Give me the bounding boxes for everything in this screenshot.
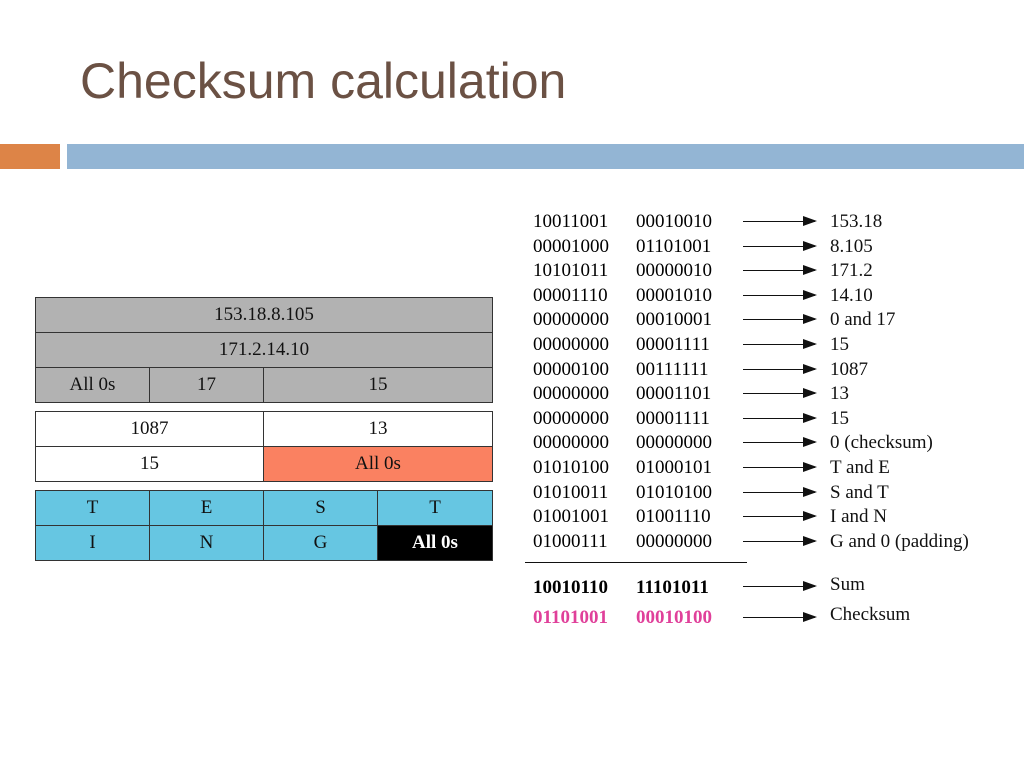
binary-word-low: 00010100 [636, 607, 712, 628]
data-cell: S [264, 491, 378, 526]
slide-title: Checksum calculation [80, 53, 567, 109]
binary-word-low: 00000010 [636, 260, 712, 282]
binary-word-low: 00000000 [636, 530, 712, 552]
arrow-icon [743, 344, 815, 345]
binary-word-low: 00010010 [636, 211, 712, 232]
value-label: 14.10 [830, 284, 873, 306]
arrow-icon [743, 393, 815, 394]
binary-word-low: 00111111 [636, 358, 709, 380]
binary-word-low: 11101011 [636, 577, 709, 598]
data-cell: E [150, 491, 264, 526]
data-table [35, 490, 493, 561]
binary-word-low: 00001010 [636, 284, 712, 306]
accent-bar-orange [0, 144, 60, 169]
binary-word-high: 01001001 [533, 506, 609, 528]
binary-word-high: 01000111 [533, 530, 608, 552]
arrow-icon [743, 295, 815, 296]
binary-word-high: 10010110 [533, 577, 608, 598]
value-label: T and E [830, 457, 890, 478]
source-ip-cell: 153.18.8.105 [36, 298, 493, 333]
pseudoheader-table [35, 297, 493, 403]
binary-word-high: 01010100 [533, 457, 609, 478]
binary-word-high: 00000000 [533, 407, 609, 429]
binary-word-high: 00000000 [533, 334, 609, 355]
value-label: 15 [830, 334, 849, 355]
destination-ip-cell: 171.2.14.10 [36, 333, 493, 368]
value-label: 0 and 17 [830, 309, 896, 331]
arrow-icon [743, 617, 815, 618]
arrow-icon [743, 541, 815, 542]
arrow-icon [743, 586, 815, 587]
data-cell: N [150, 526, 264, 561]
binary-word-low: 00001101 [636, 383, 712, 405]
accent-bar-blue [67, 144, 1024, 169]
arrow-icon [743, 418, 815, 419]
value-label: 153.18 [830, 211, 883, 232]
zero-cell: All 0s [36, 368, 150, 403]
padding-cell: All 0s [378, 526, 493, 561]
value-label: 1087 [830, 358, 868, 380]
binary-word-low: 01101001 [636, 235, 712, 257]
binary-word-high: 00000000 [533, 432, 609, 454]
binary-word-high: 00000000 [533, 309, 609, 331]
data-cell: T [378, 491, 493, 526]
binary-word-high: 01010011 [533, 481, 609, 503]
binary-word-low: 00010001 [636, 309, 712, 331]
value-label: 8.105 [830, 235, 873, 257]
udp-length-cell: 15 [264, 368, 493, 403]
destination-port-cell: 13 [264, 412, 493, 447]
value-label: I and N [830, 506, 887, 528]
binary-word-high: 00001000 [533, 235, 609, 257]
binary-word-high: 00000000 [533, 383, 609, 405]
arrow-icon [743, 221, 815, 222]
arrow-icon [743, 270, 815, 271]
value-label: Checksum [830, 604, 911, 625]
arrow-icon [743, 467, 815, 468]
protocol-cell: 17 [150, 368, 264, 403]
value-label: 171.2 [830, 260, 873, 282]
data-cell: T [36, 491, 150, 526]
binary-word-low: 00001111 [636, 407, 710, 429]
binary-word-high: 10101011 [533, 260, 609, 282]
binary-word-high: 01101001 [533, 607, 608, 628]
binary-word-high: 00000100 [533, 358, 609, 380]
sum-divider [525, 562, 747, 563]
checksum-field-cell: All 0s [264, 447, 493, 482]
arrow-icon [743, 516, 815, 517]
value-label: S and T [830, 481, 889, 503]
binary-word-low: 01000101 [636, 457, 712, 478]
value-label: 15 [830, 407, 849, 429]
arrow-icon [743, 319, 815, 320]
arrow-icon [743, 369, 815, 370]
arrow-icon [743, 442, 815, 443]
arrow-icon [743, 492, 815, 493]
binary-word-high: 10011001 [533, 211, 609, 232]
value-label: 0 (checksum) [830, 432, 933, 454]
length-cell: 15 [36, 447, 264, 482]
value-label: 13 [830, 383, 849, 405]
udp-header-table [35, 411, 493, 482]
arrow-icon [743, 246, 815, 247]
value-label: Sum [830, 574, 865, 595]
data-cell: G [264, 526, 378, 561]
binary-word-low: 01001110 [636, 506, 711, 528]
binary-word-high: 00001110 [533, 284, 608, 306]
value-label: G and 0 (padding) [830, 530, 969, 552]
binary-word-low: 00001111 [636, 334, 710, 355]
binary-word-low: 00000000 [636, 432, 712, 454]
binary-word-low: 01010100 [636, 481, 712, 503]
data-cell: I [36, 526, 150, 561]
source-port-cell: 1087 [36, 412, 264, 447]
